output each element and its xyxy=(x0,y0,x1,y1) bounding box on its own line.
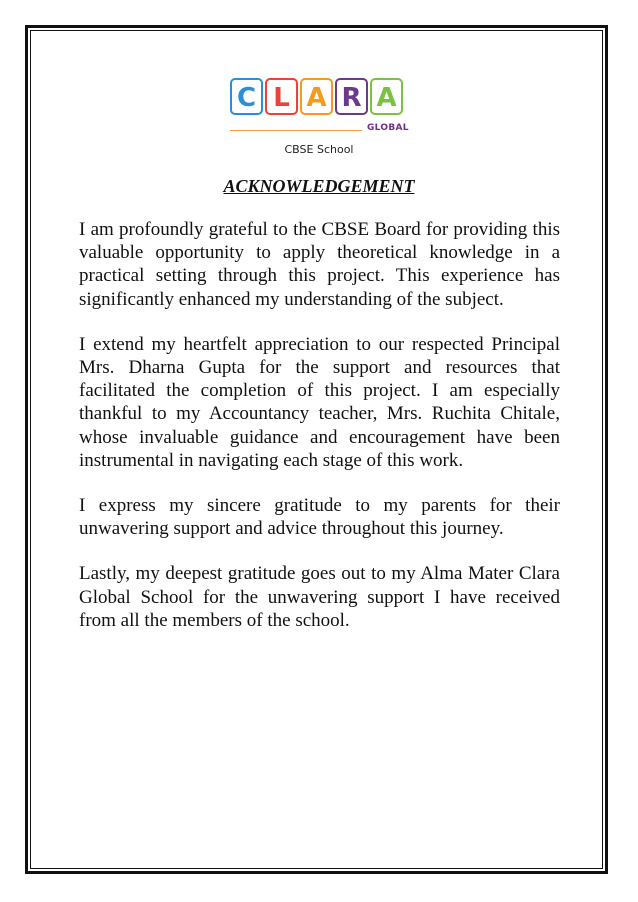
logo-letter-a2-text: A xyxy=(376,83,397,113)
logo-letter-c-text: C xyxy=(236,83,257,113)
acknowledgement-body xyxy=(79,218,560,654)
logo-letter-c xyxy=(230,78,263,115)
logo-letter-r-text: R xyxy=(341,83,362,113)
logo-letter-l-text: L xyxy=(273,83,290,113)
logo-divider-line xyxy=(230,130,362,131)
paragraph-1: I am profoundly grateful to the CBSE Board for providing this valuable opportunity to apply theoretical knowledge in a practical setting through this project. This experience has significantly enhanced my understanding of the subject. xyxy=(79,219,560,310)
school-type: CBSE School xyxy=(284,143,354,156)
logo-letter-a2 xyxy=(370,78,403,115)
logo-letter-r xyxy=(335,78,368,115)
school-logo xyxy=(230,78,410,140)
page-title: ACKNOWLEDGEMENT xyxy=(223,176,415,196)
logo-letter-l xyxy=(265,78,298,115)
paragraph-3: I express my sincere gratitude to my parents for their unwavering support and advice throughout this journey. xyxy=(79,495,560,540)
paragraph-2: I extend my heartfelt appreciation to our respected Principal Mrs. Dharna Gupta for the support and resources that facilitated the completion of this project. I am especially thankful to my Accountancy teacher, Mrs. Ruchita Chitale, whose invaluable guidance and encouragement have been instrumental in navigating each stage of this work. xyxy=(79,333,560,471)
paragraph-4: Lastly, my deepest gratitude goes out to my Alma Mater Clara Global School for the unwavering support I have received from all the members of the school. xyxy=(79,563,560,631)
logo-letter-a1 xyxy=(300,78,333,115)
logo-subtitle: GLOBAL xyxy=(367,123,409,133)
logo-letter-a1-text: A xyxy=(306,83,327,113)
